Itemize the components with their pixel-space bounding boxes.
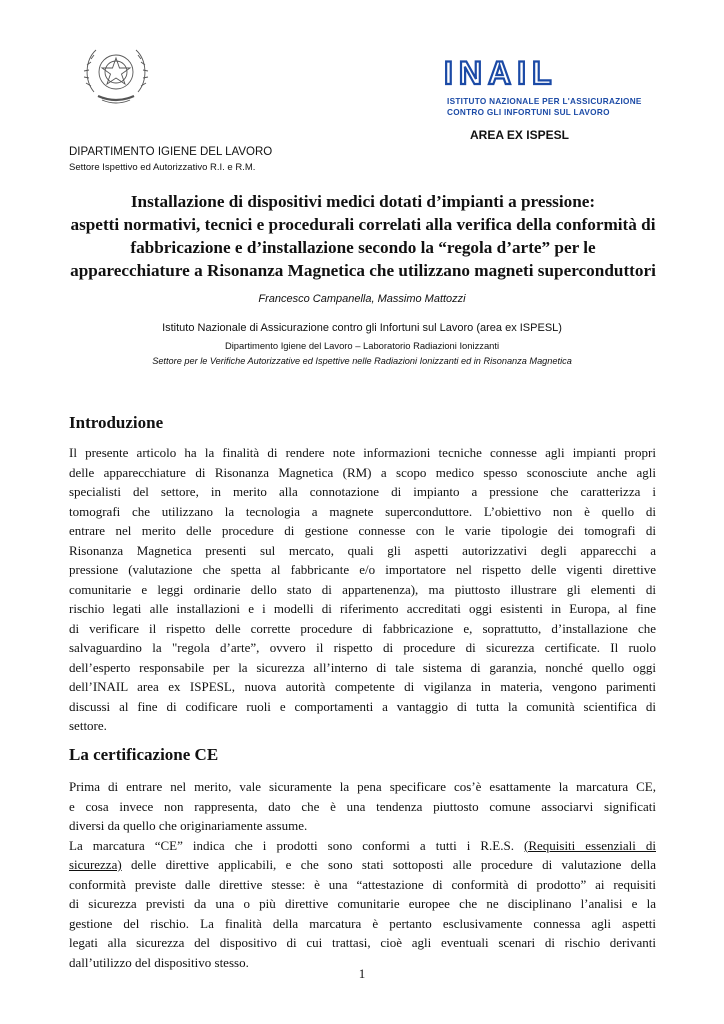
ce-line: e cosa invece non rappresenta, dato che è una tendenza piuttosto comune associarvi significati <box>69 798 656 814</box>
ce-text: La marcatura “CE” indica che i prodotti sono conformi a tutti i R.E.S. <box>69 837 524 853</box>
ce-line: Prima di entrare nel merito, vale sicuramente la pena specificare cos’è esattamente la marcatura CE, <box>69 779 656 794</box>
affiliation-laboratory: Dipartimento Igiene del Lavoro – Laboratorio Radiazioni Ionizzanti <box>224 340 500 351</box>
ce-text: delle direttive applicabili, e che sono stati sottoposti alle procedure di valutazione della <box>121 857 656 872</box>
inail-subtitle-line-2: CONTRO GLI INFORTUNI SUL LAVORO <box>447 108 610 117</box>
ce-line: diversi da quello che originariamente assume. <box>69 818 308 833</box>
affiliation-institute: Istituto Nazionale di Assicurazione contro gli Infortuni sul Lavoro (area ex ISPESL) <box>162 322 562 334</box>
affiliation-sector: Settore per le Verifiche Autorizzative ed Ispettive nelle Radiazioni Ionizzanti ed in Risonanza Magnetica <box>152 356 572 366</box>
ce-underlined-text: (Requisiti essenziali di <box>524 837 656 853</box>
intro-line: Risonanza Magnetica presenti sul mercato, quali gli aspetti autorizzativi degli apparecchi a <box>69 542 656 558</box>
title-line-4: apparecchiature a Risonanza Magnetica che utilizzano magneti superconduttori <box>70 261 656 280</box>
intro-line: settore. <box>69 718 107 733</box>
intro-line: dell’INAIL area ex ISPESL, nuova autorità competente di vigilanza in materia, vengono parimenti <box>69 679 656 694</box>
sector-label: Settore Ispettivo ed Autorizzativo R.I. e R.M. <box>69 162 256 173</box>
ce-line: gestione del rischio. La finalità della marcatura è pertanto esclusivamente connessa agli aspetti <box>69 915 656 931</box>
page-number: 1 <box>358 966 366 981</box>
intro-line: salvaguardino la "regola d’arte”, ovvero il rispetto di procedure di sicurezza certificate. Il ruolo <box>69 640 656 655</box>
title-line-1: Installazione di dispositivi medici dotati d’impianti a pressione: <box>130 192 596 211</box>
inail-logo-text: INAIL <box>444 56 558 91</box>
ce-paragraph <box>69 777 656 972</box>
intro-line: Il presente articolo ha la finalità di rendere note informazioni tecniche connesse agli impianti propri <box>69 445 656 460</box>
ce-line: di sicurezza previsti da una o più direttive comunitarie europee che ne disciplinano l’analisi e la <box>69 896 656 911</box>
intro-line: specialisti del settore, in merito alla connotazione di impianto a pressione che caratterizza i <box>69 484 656 499</box>
italian-republic-emblem-icon <box>80 40 152 114</box>
intro-line: di verificare il rispetto delle corrette procedure di fabbricazione e, soprattutto, d’installazione che <box>69 620 656 636</box>
inail-subtitle-line-1: ISTITUTO NAZIONALE PER L'ASSICURAZIONE <box>447 97 642 106</box>
intro-line: discussi al fine di codificare ruoli e comportamenti a vantaggio di tutta la comunità scientifica di <box>69 698 656 714</box>
area-label: AREA EX ISPESL <box>470 128 569 142</box>
ce-line <box>69 836 656 856</box>
ce-line: legati alla sicurezza del dispositivo di cui trattasi, cioè agli eventuali scenari di rischio derivanti <box>69 935 656 950</box>
title-line-3: fabbricazione e d’installazione secondo la “regola d’arte” per le <box>130 238 596 257</box>
intro-line: delle apparecchiature di Risonanza Magnetica (RM) a scopo medico spesso sconosciute anche agli <box>69 464 656 480</box>
intro-line: rischio legati alle installazioni e i modelli di riferimento accreditati oggi esistenti in Europa, al fine <box>69 601 656 616</box>
ce-underlined-text: sicurezza) <box>69 857 122 872</box>
intro-line: entrare nel merito delle procedure di gestione connesse con le varie tipologie dei tomografi di <box>69 523 656 538</box>
title-line-2: aspetti normativi, tecnici e procedurali correlati alla verifica della conformità di <box>70 215 656 234</box>
intro-line: pressione (valutazione che spetta al fabbricante e/o importatore nel rispetto delle vigenti direttive <box>69 562 656 577</box>
ce-line: conformità previste dalle direttive stesse: è una “attestazione di conformità di prodotto” ai requisiti <box>69 876 656 892</box>
department-label: DIPARTIMENTO IGIENE DEL LAVORO <box>69 146 273 158</box>
intro-heading: Introduzione <box>69 413 164 432</box>
ce-heading: La certificazione CE <box>69 745 219 764</box>
intro-line: tomografi che utilizzano la tecnologia a magnete superconduttore. L’obiettivo non è quello di <box>69 503 656 519</box>
authors: Francesco Campanella, Massimo Mattozzi <box>258 293 466 305</box>
ce-line <box>69 855 656 875</box>
ce-line: dall’utilizzo del dispositivo stesso. <box>69 954 249 970</box>
intro-line: comunitarie e leggi ordinarie dello stato di appartenenza), ma piuttosto illustrare gli elementi di <box>69 581 656 597</box>
intro-paragraph <box>69 443 656 736</box>
intro-line: dell’esperto responsabile per la sicurezza all’interno di tale sistema di garanzia, nonché quello oggi <box>69 659 656 675</box>
